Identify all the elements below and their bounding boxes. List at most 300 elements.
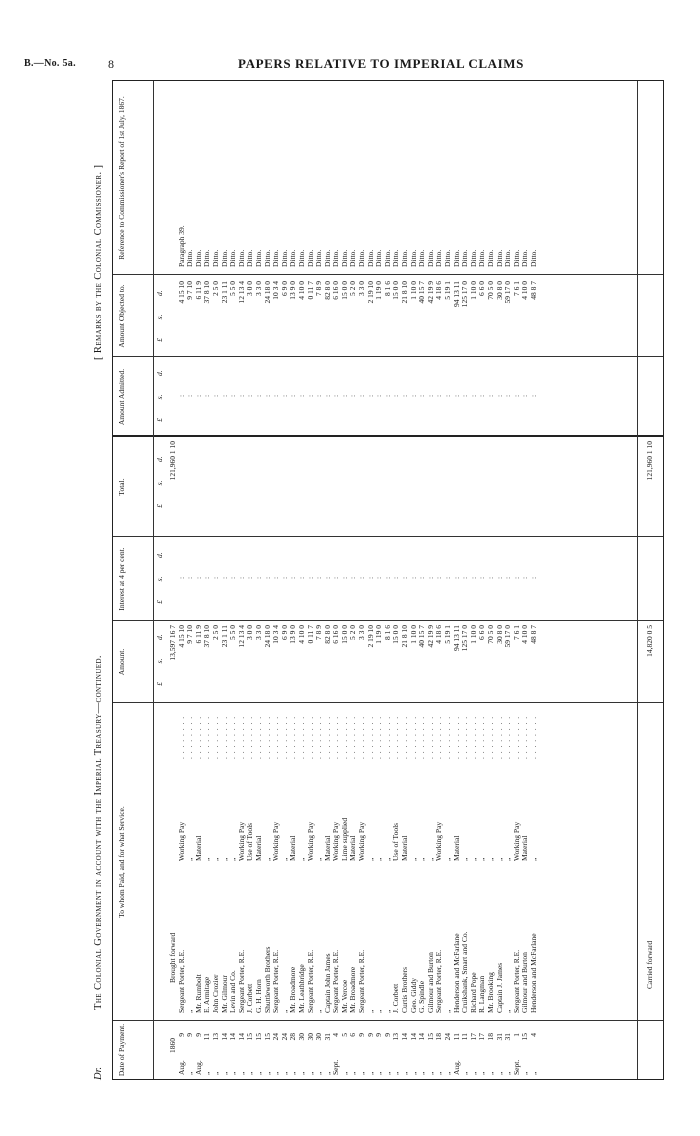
unit-pence: d. xyxy=(155,456,164,462)
leader-dots: . . . . . . . . xyxy=(322,715,332,759)
leader-dots: . . . . . . . . xyxy=(425,715,435,759)
leader-dots: . . . . . . . . xyxy=(417,715,427,759)
row-payee: R. Langman xyxy=(477,975,487,1013)
unit-pence: d. xyxy=(155,290,164,296)
row-day: 9 xyxy=(374,1033,384,1037)
row-service: „ xyxy=(219,857,229,861)
table-row xyxy=(341,79,350,1079)
row-month: „ xyxy=(348,1071,358,1075)
row-interest-empty: : xyxy=(271,576,281,580)
table-row xyxy=(281,79,290,1079)
row-objected: 3 3 0 xyxy=(357,281,367,296)
row-interest-empty: : xyxy=(451,576,461,580)
col-objected: Amount Objected to. xyxy=(117,284,126,348)
row-admitted-empty: : xyxy=(236,394,246,398)
row-month: „ xyxy=(185,1071,195,1075)
row-payee: Henderson and McFarlane xyxy=(451,933,461,1013)
row-month: „ xyxy=(494,1071,504,1075)
row-reference: Ditto. xyxy=(271,249,281,267)
row-admitted-empty: : xyxy=(511,394,521,398)
table-row xyxy=(298,79,307,1079)
row-payee: „ xyxy=(374,1009,384,1013)
unit-pounds: £ xyxy=(155,503,164,508)
row-admitted-empty: : xyxy=(417,394,427,398)
row-amount: 15 0 0 xyxy=(391,625,401,644)
row-payee: Captain J. James xyxy=(494,962,504,1013)
row-payee: J. Corbett xyxy=(391,983,401,1013)
carried-forward-amount: 14,820 0 5 xyxy=(645,625,654,657)
row-interest-empty: : xyxy=(400,576,410,580)
row-reference: Ditto. xyxy=(322,249,332,267)
row-interest-empty: : xyxy=(305,576,315,580)
row-service: Working Pay xyxy=(434,821,444,861)
row-reference: Ditto. xyxy=(288,249,298,267)
units-total xyxy=(155,447,164,517)
row-amount: 7 6 1 xyxy=(511,625,521,640)
row-reference: Ditto. xyxy=(528,249,538,267)
row-interest-empty: : xyxy=(185,576,195,580)
row-month: Aug. xyxy=(451,1060,461,1075)
row-interest-empty: : xyxy=(468,576,478,580)
row-interest-empty: : xyxy=(339,576,349,580)
row-day: 15 xyxy=(520,1033,530,1041)
row-admitted-empty: : xyxy=(408,394,418,398)
leader-dots: . . . . . . . . xyxy=(503,715,513,759)
row-amount: 7 8 9 xyxy=(314,625,324,640)
table-row xyxy=(504,79,513,1079)
row-month: Aug. xyxy=(193,1060,203,1075)
row-month: „ xyxy=(374,1071,384,1075)
row-amount: 1 10 0 xyxy=(408,625,418,644)
leader-dots: . . . . . . . . xyxy=(253,715,263,759)
row-day: 9 xyxy=(185,1033,195,1037)
row-month: „ xyxy=(400,1071,410,1075)
leader-dots: . . . . . . . . xyxy=(331,715,341,759)
table-row xyxy=(203,79,212,1079)
row-day: 24 xyxy=(279,1033,289,1041)
row-objected: 30 8 0 xyxy=(494,281,504,300)
leader-dots: . . . . . . . . xyxy=(451,715,461,759)
table-row xyxy=(444,79,453,1079)
row-day: 17 xyxy=(468,1033,478,1041)
row-interest-empty: : xyxy=(210,576,220,580)
row-amount: 82 8 0 xyxy=(322,625,332,644)
row-payee: Mr. Brooking xyxy=(485,972,495,1013)
row-month: „ xyxy=(391,1071,401,1075)
row-payee: Sergeant Porter, R.E. xyxy=(357,949,367,1013)
row-amount: 5 19 1 xyxy=(443,625,452,644)
row-month: „ xyxy=(253,1071,263,1075)
row-amount: 3 3 0 xyxy=(253,625,263,640)
row-day: 9 xyxy=(193,1033,203,1037)
row-interest-empty: : xyxy=(503,576,513,580)
row-admitted-empty: : xyxy=(279,394,289,398)
payment-rows xyxy=(178,79,539,1079)
row-interest-empty: : xyxy=(443,576,452,580)
row-day: 28 xyxy=(288,1033,298,1041)
row-reference: Ditto. xyxy=(477,249,487,267)
row-admitted-empty: : xyxy=(425,394,435,398)
unit-pounds: £ xyxy=(155,599,164,604)
row-service: „ xyxy=(417,857,427,861)
row-objected: 10 3 4 xyxy=(271,281,281,300)
row-objected: 12 13 4 xyxy=(236,281,246,304)
table-row xyxy=(392,79,401,1079)
row-amount: 21 8 10 xyxy=(400,625,410,648)
table-row xyxy=(332,79,341,1079)
table-row xyxy=(367,79,376,1079)
row-reference: Ditto. xyxy=(210,249,220,267)
leader-dots: . . . . . . . . xyxy=(400,715,410,759)
row-month: „ xyxy=(443,1071,452,1075)
carried-forward-total: 121,960 1 10 xyxy=(645,441,654,481)
table-row xyxy=(349,79,358,1079)
row-interest-empty: : xyxy=(528,576,538,580)
units-objected xyxy=(155,281,164,351)
row-reference: Ditto. xyxy=(468,249,478,267)
row-payee: Mr. Broadmore xyxy=(288,966,298,1013)
dr-label: Dr. xyxy=(93,1066,104,1080)
brought-forward-label: Brought forward xyxy=(168,932,177,983)
unit-shillings: s. xyxy=(155,394,164,400)
row-amount: 8 1 6 xyxy=(382,625,392,640)
row-amount: 0 11 7 xyxy=(305,625,315,644)
row-reference: Ditto. xyxy=(520,249,530,267)
row-amount: 13 9 0 xyxy=(288,625,298,644)
row-objected: 15 0 0 xyxy=(339,281,349,300)
units-admitted xyxy=(155,361,164,431)
row-objected: 4 15 10 xyxy=(176,281,186,304)
leader-dots: . . . . . . . . xyxy=(494,715,504,759)
row-day: 13 xyxy=(391,1033,401,1041)
row-service: „ xyxy=(185,857,195,861)
row-month: „ xyxy=(202,1071,212,1075)
row-payee: Mr. Vercoe xyxy=(339,979,349,1013)
row-month: „ xyxy=(477,1071,487,1075)
table-row xyxy=(418,79,427,1079)
row-service: Material xyxy=(400,835,410,861)
row-reference: Ditto. xyxy=(451,249,461,267)
row-amount: 24 18 0 xyxy=(262,625,272,648)
row-admitted-empty: : xyxy=(528,394,538,398)
row-interest-empty: : xyxy=(391,576,401,580)
leader-dots: . . . . . . . . xyxy=(314,715,324,759)
row-interest-empty: : xyxy=(460,576,470,580)
header-rule xyxy=(153,81,154,1079)
table-frame xyxy=(112,80,664,1080)
row-reference: Ditto. xyxy=(417,249,427,267)
row-month: „ xyxy=(219,1071,229,1075)
row-objected: 5 19 1 xyxy=(443,281,452,300)
leader-dots: . . . . . . . . xyxy=(391,715,401,759)
row-reference: Ditto. xyxy=(339,249,349,267)
row-amount: 10 3 4 xyxy=(271,625,281,644)
row-objected: 6 11 9 xyxy=(193,281,203,300)
leader-dots: . . . . . . . . xyxy=(468,715,478,759)
row-payee: „ xyxy=(382,1009,392,1013)
row-amount: 5 5 0 xyxy=(228,625,238,640)
row-amount: 15 0 0 xyxy=(339,625,349,644)
row-service: „ xyxy=(408,857,418,861)
table-row xyxy=(221,79,230,1079)
row-day: 18 xyxy=(434,1033,444,1041)
row-interest-empty: : xyxy=(296,576,306,580)
row-reference: Ditto. xyxy=(185,249,195,267)
row-objected: 6 16 0 xyxy=(331,281,341,300)
table-row xyxy=(178,79,187,1079)
row-payee: G. Spindle xyxy=(417,980,427,1013)
unit-pounds: £ xyxy=(155,417,164,422)
row-reference: Ditto. xyxy=(245,249,255,267)
row-day: 1 xyxy=(511,1033,521,1037)
row-month: „ xyxy=(357,1071,367,1075)
row-amount: 3 0 0 xyxy=(245,625,255,640)
row-day: 14 xyxy=(408,1033,418,1041)
row-amount: 9 7 10 xyxy=(185,625,195,644)
row-reference: Ditto. xyxy=(408,249,418,267)
row-reference: Ditto. xyxy=(202,249,212,267)
table-title: The Colonial Government in account with the Imperial Treasury—continued. xyxy=(93,655,104,1010)
table-row xyxy=(315,79,324,1079)
row-month: „ xyxy=(314,1071,324,1075)
row-interest-empty: : xyxy=(262,576,272,580)
leader-dots: . . . . . . . . xyxy=(279,715,289,759)
row-admitted-empty: : xyxy=(391,394,401,398)
row-objected: 6 9 0 xyxy=(279,281,289,296)
row-admitted-empty: : xyxy=(494,394,504,398)
unit-shillings: s. xyxy=(155,658,164,664)
row-reference: Ditto. xyxy=(425,249,435,267)
row-amount: 3 3 0 xyxy=(357,625,367,640)
carried-forward-row xyxy=(641,79,657,1079)
row-interest-empty: : xyxy=(176,576,186,580)
row-day: 15 xyxy=(262,1033,272,1041)
leader-dots: . . . . . . . . xyxy=(339,715,349,759)
row-day: 11 xyxy=(460,1033,470,1041)
table-row xyxy=(307,79,316,1079)
row-payee: Geo. Giddy xyxy=(408,978,418,1013)
row-interest-empty: : xyxy=(425,576,435,580)
row-service: „ xyxy=(468,857,478,861)
row-payee: Shuttleworth Brothers xyxy=(262,946,272,1013)
row-service: „ xyxy=(314,857,324,861)
row-amount: 6 9 0 xyxy=(279,625,289,640)
row-payee: „ xyxy=(443,1009,452,1013)
row-interest-empty: : xyxy=(485,576,495,580)
row-service: Material xyxy=(348,835,358,861)
row-service: Use of Tools xyxy=(245,822,255,861)
row-payee: Sergeant Porter, R.E. xyxy=(305,949,315,1013)
row-month: „ xyxy=(365,1071,375,1075)
row-payee: Sergeant Porter, R.E. xyxy=(271,949,281,1013)
leader-dots: . . . . . . . . xyxy=(193,715,203,759)
row-objected: 94 13 11 xyxy=(451,281,461,307)
row-payee: Henderson and McFarlane xyxy=(528,933,538,1013)
row-amount: 4 18 6 xyxy=(434,625,444,644)
leader-dots: . . . . . . . . xyxy=(210,715,220,759)
leader-dots: . . . . . . . . xyxy=(271,715,281,759)
row-month: „ xyxy=(262,1071,272,1075)
row-amount: 1 19 0 xyxy=(374,625,384,644)
row-admitted-empty: : xyxy=(477,394,487,398)
row-amount: 125 17 0 xyxy=(460,625,470,652)
row-amount: 37 8 10 xyxy=(202,625,212,648)
row-payee: „ xyxy=(503,1009,513,1013)
row-interest-empty: : xyxy=(374,576,384,580)
row-interest-empty: : xyxy=(365,576,375,580)
leader-dots: . . . . . . . . xyxy=(443,715,452,759)
table-row xyxy=(435,79,444,1079)
leader-dots: . . . . . . . . xyxy=(288,715,298,759)
row-day: 30 xyxy=(296,1033,306,1041)
row-interest-empty: : xyxy=(348,576,358,580)
row-amount: 4 10 0 xyxy=(520,625,530,644)
row-objected: 9 7 10 xyxy=(185,281,195,300)
row-month: „ xyxy=(468,1071,478,1075)
leader-dots: . . . . . . . . xyxy=(528,715,538,759)
row-service: „ xyxy=(374,857,384,861)
row-objected: 13 9 0 xyxy=(288,281,298,300)
row-objected: 48 8 7 xyxy=(528,281,538,300)
table-row xyxy=(410,79,419,1079)
table-row xyxy=(375,79,384,1079)
row-day: 5 xyxy=(339,1033,349,1037)
table-row xyxy=(401,79,410,1079)
row-month: „ xyxy=(528,1071,538,1075)
row-admitted-empty: : xyxy=(443,394,452,398)
row-interest-empty: : xyxy=(331,576,341,580)
row-service: Working Pay xyxy=(176,821,186,861)
col-date: Date of Payment. xyxy=(117,1023,126,1077)
row-objected: 125 17 0 xyxy=(460,281,470,308)
row-objected: 0 11 7 xyxy=(305,281,315,300)
row-admitted-empty: : xyxy=(314,394,324,398)
leader-dots: . . . . . . . . xyxy=(185,715,195,759)
leader-dots: . . . . . . . . xyxy=(382,715,392,759)
row-interest-empty: : xyxy=(408,576,418,580)
row-admitted-empty: : xyxy=(468,394,478,398)
row-interest-empty: : xyxy=(228,576,238,580)
row-objected: 23 1 11 xyxy=(219,281,229,304)
unit-pence: d. xyxy=(155,634,164,640)
row-month: „ xyxy=(271,1071,281,1075)
row-day: 31 xyxy=(322,1033,332,1041)
row-admitted-empty: : xyxy=(253,394,263,398)
row-objected: 2 19 10 xyxy=(365,281,375,304)
row-admitted-empty: : xyxy=(520,394,530,398)
row-day: 14 xyxy=(400,1033,410,1041)
row-admitted-empty: : xyxy=(185,394,195,398)
row-day: 18 xyxy=(485,1033,495,1041)
row-reference: Ditto. xyxy=(219,249,229,267)
row-amount: 2 5 0 xyxy=(210,625,220,640)
row-payee: Sergeant Porter, R.E. xyxy=(176,949,186,1013)
unit-pounds: £ xyxy=(155,681,164,686)
row-payee: J. Corbett xyxy=(245,983,255,1013)
row-interest-empty: : xyxy=(511,576,521,580)
row-day: 24 xyxy=(271,1033,281,1041)
row-payee: Sergeant Porter, R.E. xyxy=(331,949,341,1013)
table-row xyxy=(470,79,479,1079)
row-objected: 15 0 0 xyxy=(391,281,401,300)
row-reference: Ditto. xyxy=(348,249,358,267)
row-amount: 23 1 11 xyxy=(219,625,229,648)
table-row xyxy=(487,79,496,1079)
row-reference: Ditto. xyxy=(494,249,504,267)
row-objected: 4 10 0 xyxy=(296,281,306,300)
row-interest-empty: : xyxy=(245,576,255,580)
table-row xyxy=(212,79,221,1079)
row-objected: 5 5 0 xyxy=(228,281,238,296)
table-row xyxy=(264,79,273,1079)
table-row xyxy=(246,79,255,1079)
row-admitted-empty: : xyxy=(271,394,281,398)
row-admitted-empty: : xyxy=(228,394,238,398)
row-service: „ xyxy=(503,857,513,861)
running-head xyxy=(0,0,700,80)
row-service: „ xyxy=(365,857,375,861)
ledger-table xyxy=(90,80,670,1080)
carried-forward-label: Carried forward xyxy=(645,940,654,989)
row-service: „ xyxy=(228,857,238,861)
row-interest-empty: : xyxy=(236,576,246,580)
row-service: Working Pay xyxy=(236,821,246,861)
row-day: 6 xyxy=(348,1033,358,1037)
table-row xyxy=(186,79,195,1079)
row-objected: 24 18 0 xyxy=(262,281,272,304)
row-interest-empty: : xyxy=(417,576,427,580)
row-reference: Ditto. xyxy=(485,249,495,267)
row-objected: 4 18 6 xyxy=(434,281,444,300)
row-service: Working Pay xyxy=(357,821,367,861)
row-month: „ xyxy=(382,1071,392,1075)
row-day: 9 xyxy=(176,1033,186,1037)
leader-dots: . . . . . . . . xyxy=(357,715,367,759)
row-service: Material xyxy=(322,835,332,861)
table-row xyxy=(427,79,436,1079)
row-interest-empty: : xyxy=(314,576,324,580)
row-admitted-empty: : xyxy=(485,394,495,398)
row-payee: Mr. Broadmore xyxy=(348,966,358,1013)
row-admitted-empty: : xyxy=(357,394,367,398)
page-title: PAPERS RELATIVE TO IMPERIAL CLAIMS xyxy=(238,56,524,71)
row-payee: Cruikshank, Smart and Co. xyxy=(460,931,470,1013)
row-amount: 70 5 0 xyxy=(485,625,495,644)
row-day: 30 xyxy=(314,1033,324,1041)
row-month: „ xyxy=(245,1071,255,1075)
page-number: 8 xyxy=(108,57,114,71)
units-amount xyxy=(155,625,164,695)
row-day: 30 xyxy=(305,1033,315,1041)
brought-forward-amount: 13,597 16 7 xyxy=(168,625,177,661)
row-day: 4 xyxy=(331,1033,341,1037)
row-service: „ xyxy=(477,857,487,861)
table-row xyxy=(289,79,298,1079)
row-interest-empty: : xyxy=(382,576,392,580)
brought-forward-total: 121,960 1 10 xyxy=(168,441,177,481)
row-month: „ xyxy=(279,1071,289,1075)
row-admitted-empty: : xyxy=(193,394,203,398)
row-service: Material xyxy=(253,835,263,861)
year-label: 1860 xyxy=(168,1038,177,1053)
row-month: „ xyxy=(503,1071,513,1075)
row-objected: 1 10 0 xyxy=(408,281,418,300)
row-payee: Sergeant Porter, R.E. xyxy=(434,949,444,1013)
row-day: 24 xyxy=(443,1033,452,1041)
row-payee: Levin and Co. xyxy=(228,970,238,1013)
row-month: „ xyxy=(228,1071,238,1075)
row-day: 31 xyxy=(503,1033,513,1041)
